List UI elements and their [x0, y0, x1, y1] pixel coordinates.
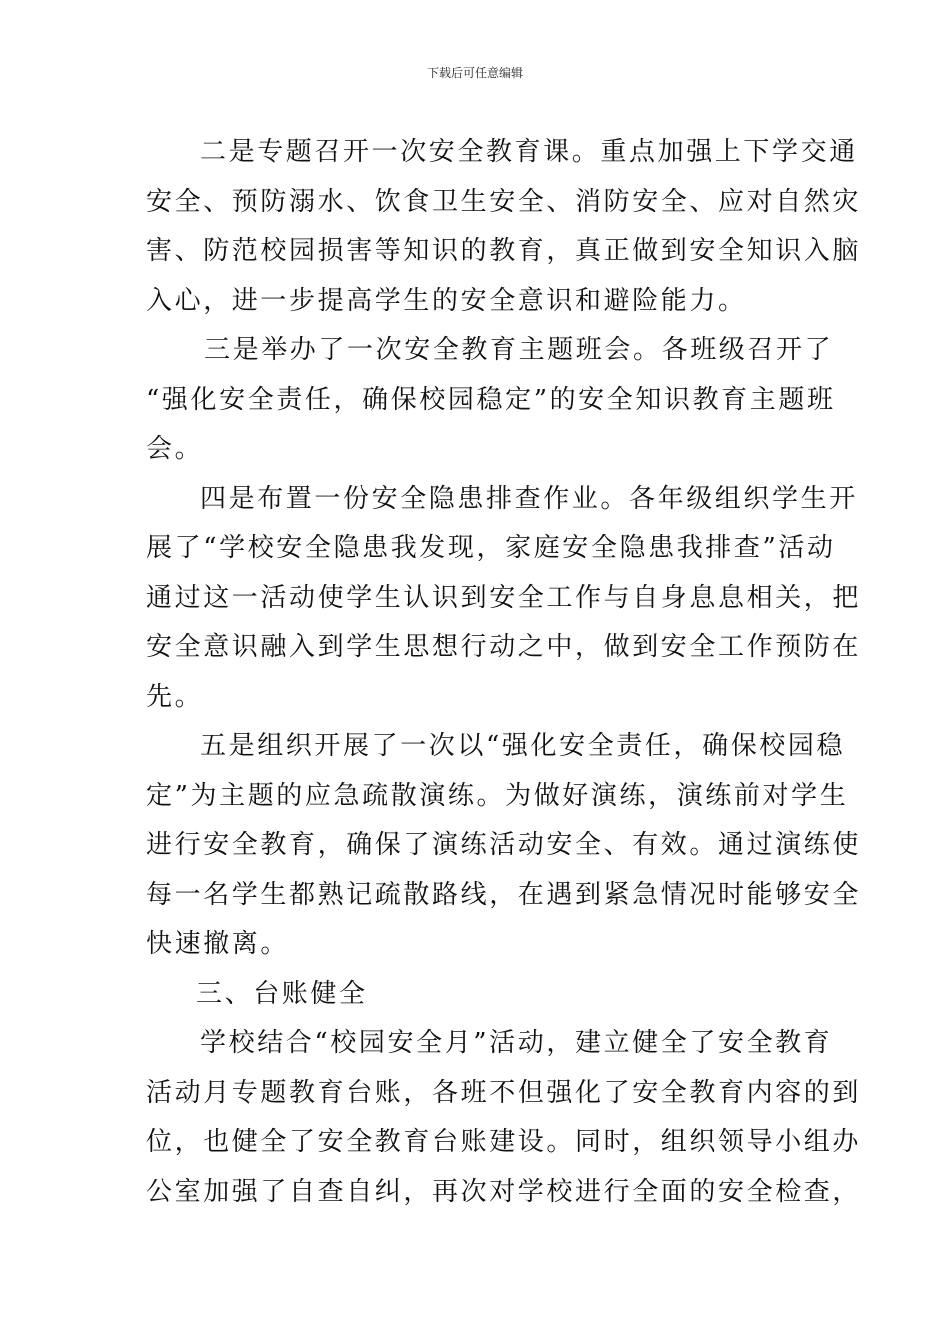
paragraph-4-line-5: 先。: [146, 681, 204, 712]
paragraph-3-line-2: “强化安全责任，确保校园稳定”的安全知识教育主题班: [146, 384, 836, 415]
paragraph-6-line-2: 活动月专题教育台账，各班不但强化了安全教育内容的到: [146, 1077, 862, 1108]
paragraph-2-line-4: 入心，进一步提高学生的安全意识和避险能力。: [146, 285, 747, 316]
paragraph-2-line-3: 害、防范校园损害等知识的教育，真正做到安全知识入脑: [146, 236, 862, 266]
paragraph-6-line-3: 位，也健全了安全教育台账建设。同时，组织领导小组办: [146, 1127, 862, 1157]
paragraph-2-line-1: 二是专题召开一次安全教育课。重点加强上下学交通: [200, 137, 858, 167]
paragraph-4-line-3: 通过这一活动使学生认识到安全工作与自身息息相关，把: [146, 582, 862, 613]
page-header: 下载后可任意编辑: [426, 66, 523, 80]
paragraph-3-line-3: 会。: [146, 434, 204, 464]
paragraph-3-line-1: 三是举办了一次安全教育主题班会。各班级召开了: [204, 335, 834, 365]
paragraph-5-line-2: 定”为主题的应急疏散演练。为做好演练，演练前对学生: [146, 780, 849, 811]
paragraph-4-line-1: 四是布置一份安全隐患排查作业。各年级组织学生开: [200, 483, 858, 514]
section-heading: 三、台账健全: [196, 978, 368, 1009]
paragraph-5-line-3: 进行安全教育，确保了演练活动安全、有效。通过演练使: [146, 830, 862, 860]
paragraph-6-line-4: 公室加强了自查自纠，再次对学校进行全面的安全检查，: [146, 1176, 862, 1207]
paragraph-2-line-2: 安全、预防溺水、饮食卫生安全、消防安全、应对自然灾: [146, 186, 862, 217]
paragraph-4-line-4: 安全意识融入到学生思想行动之中，做到安全工作预防在: [146, 632, 862, 662]
document-body: [146, 128, 862, 1217]
paragraph-4-line-2: 展了“学校安全隐患我发现，家庭安全隐患我排查”活动: [146, 533, 836, 563]
paragraph-5-line-4: 每一名学生都熟记疏散路线，在遇到紧急情况时能够安全: [146, 879, 862, 910]
paragraph-5-line-1: 五是组织开展了一次以“强化安全责任，确保校园稳: [200, 731, 846, 761]
paragraph-5-line-5: 快速撤离。: [146, 929, 290, 959]
paragraph-6-line-1: 学校结合“校园安全月”活动，建立健全了安全教育: [200, 1028, 833, 1058]
